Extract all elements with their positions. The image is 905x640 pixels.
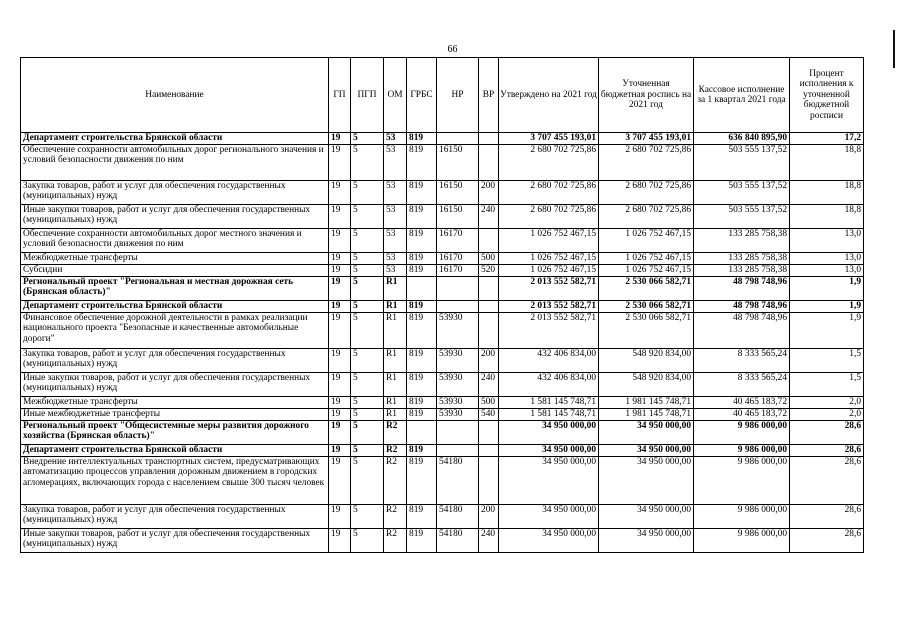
row-pgp-cell: 5 — [351, 253, 384, 265]
row-om-cell: R1 — [384, 373, 407, 397]
row-pgp-cell: 5 — [351, 181, 384, 205]
row-percent-cell: 18,8 — [790, 181, 864, 205]
table-body — [21, 133, 864, 553]
row-name-cell: Департамент строительства Брянской области — [21, 445, 329, 457]
row-approved-cell: 34 950 000,00 — [499, 505, 599, 529]
header-om: ОМ — [384, 58, 407, 133]
row-refined-cell: 2 530 066 582,71 — [599, 301, 694, 313]
row-nr-cell — [437, 301, 479, 313]
row-gp-cell: 19 — [329, 397, 351, 409]
row-gp-cell: 19 — [329, 373, 351, 397]
header-cash: Кассовое исполнение за 1 квартал 2021 года — [694, 58, 790, 133]
header-approved: Утверждено на 2021 год — [499, 58, 599, 133]
row-percent-cell: 18,8 — [790, 145, 864, 181]
row-nr-cell: 53930 — [437, 349, 479, 373]
row-gp-cell: 19 — [329, 301, 351, 313]
row-om-cell: 53 — [384, 253, 407, 265]
row-refined-cell: 34 950 000,00 — [599, 529, 694, 553]
header-percent: Процент исполнения к уточненной бюджетной росписи — [790, 58, 864, 133]
row-percent-cell: 13,0 — [790, 265, 864, 277]
row-approved-cell: 1 581 145 748,71 — [499, 397, 599, 409]
row-name-cell: Обеспечение сохранности автомобильных дорог регионального значения и условий безопасности движения по ним — [21, 145, 329, 181]
row-nr-cell: 16170 — [437, 229, 479, 253]
row-approved-cell: 34 950 000,00 — [499, 457, 599, 505]
row-pgp-cell: 5 — [351, 313, 384, 349]
row-name-cell: Закупка товаров, работ и услуг для обеспечения государственных (муниципальных) нужд — [21, 505, 329, 529]
row-vr-cell: 200 — [479, 505, 499, 529]
row-approved-cell: 1 581 145 748,71 — [499, 409, 599, 421]
table-row — [21, 229, 864, 253]
row-approved-cell: 2 013 552 582,71 — [499, 313, 599, 349]
row-cash-cell: 48 798 748,96 — [694, 301, 790, 313]
row-gp-cell: 19 — [329, 277, 351, 301]
row-nr-cell: 53930 — [437, 313, 479, 349]
row-gp-cell: 19 — [329, 205, 351, 229]
row-cash-cell: 503 555 137,52 — [694, 181, 790, 205]
row-grbs-cell — [407, 277, 437, 301]
row-gp-cell: 19 — [329, 529, 351, 553]
row-vr-cell — [479, 445, 499, 457]
row-name-cell: Межбюджетные трансферты — [21, 253, 329, 265]
row-percent-cell: 28,6 — [790, 457, 864, 505]
row-gp-cell: 19 — [329, 457, 351, 505]
table-row — [21, 265, 864, 277]
row-approved-cell: 34 950 000,00 — [499, 445, 599, 457]
row-refined-cell: 2 680 702 725,86 — [599, 145, 694, 181]
row-cash-cell: 48 798 748,96 — [694, 277, 790, 301]
row-approved-cell: 2 680 702 725,86 — [499, 145, 599, 181]
row-om-cell: R1 — [384, 397, 407, 409]
table-row — [21, 133, 864, 145]
row-om-cell: 53 — [384, 145, 407, 181]
row-refined-cell: 1 026 752 467,15 — [599, 229, 694, 253]
row-pgp-cell: 5 — [351, 409, 384, 421]
row-cash-cell: 9 986 000,00 — [694, 529, 790, 553]
row-cash-cell: 133 285 758,38 — [694, 265, 790, 277]
row-gp-cell: 19 — [329, 133, 351, 145]
row-pgp-cell: 5 — [351, 529, 384, 553]
row-percent-cell: 1,9 — [790, 277, 864, 301]
row-refined-cell: 548 920 834,00 — [599, 373, 694, 397]
row-cash-cell: 48 798 748,96 — [694, 313, 790, 349]
row-om-cell: 53 — [384, 181, 407, 205]
row-pgp-cell: 5 — [351, 265, 384, 277]
row-vr-cell: 540 — [479, 409, 499, 421]
row-name-cell: Субсидии — [21, 265, 329, 277]
table-row — [21, 313, 864, 349]
row-om-cell: R2 — [384, 529, 407, 553]
row-refined-cell: 2 530 066 582,71 — [599, 313, 694, 349]
page-number: 66 — [447, 44, 458, 55]
row-vr-cell — [479, 229, 499, 253]
page-edge-mark — [893, 30, 898, 68]
row-refined-cell: 1 026 752 467,15 — [599, 265, 694, 277]
row-percent-cell: 28,6 — [790, 529, 864, 553]
row-percent-cell: 28,6 — [790, 421, 864, 445]
row-refined-cell: 3 707 455 193,01 — [599, 133, 694, 145]
row-grbs-cell: 819 — [407, 313, 437, 349]
row-cash-cell: 636 840 895,90 — [694, 133, 790, 145]
row-approved-cell: 432 406 834,00 — [499, 373, 599, 397]
table-row — [21, 529, 864, 553]
header-vr: ВР — [479, 58, 499, 133]
row-percent-cell: 18,8 — [790, 205, 864, 229]
row-approved-cell: 2 013 552 582,71 — [499, 277, 599, 301]
row-cash-cell: 133 285 758,38 — [694, 229, 790, 253]
table-row — [21, 349, 864, 373]
row-pgp-cell: 5 — [351, 277, 384, 301]
row-approved-cell: 2 013 552 582,71 — [499, 301, 599, 313]
row-grbs-cell: 819 — [407, 349, 437, 373]
row-name-cell: Закупка товаров, работ и услуг для обеспечения государственных (муниципальных) нужд — [21, 349, 329, 373]
row-refined-cell: 34 950 000,00 — [599, 421, 694, 445]
row-gp-cell: 19 — [329, 421, 351, 445]
row-nr-cell: 53930 — [437, 409, 479, 421]
row-percent-cell: 1,5 — [790, 373, 864, 397]
row-pgp-cell: 5 — [351, 397, 384, 409]
row-nr-cell: 16150 — [437, 145, 479, 181]
row-cash-cell: 9 986 000,00 — [694, 445, 790, 457]
row-grbs-cell: 819 — [407, 133, 437, 145]
row-grbs-cell — [407, 421, 437, 445]
row-vr-cell — [479, 301, 499, 313]
table-row — [21, 397, 864, 409]
table-row — [21, 445, 864, 457]
row-refined-cell: 548 920 834,00 — [599, 349, 694, 373]
row-refined-cell: 2 680 702 725,86 — [599, 205, 694, 229]
row-pgp-cell: 5 — [351, 457, 384, 505]
row-gp-cell: 19 — [329, 445, 351, 457]
row-vr-cell: 520 — [479, 265, 499, 277]
row-approved-cell: 432 406 834,00 — [499, 349, 599, 373]
row-nr-cell: 53930 — [437, 397, 479, 409]
row-refined-cell: 34 950 000,00 — [599, 457, 694, 505]
table-row — [21, 205, 864, 229]
row-percent-cell: 17,2 — [790, 133, 864, 145]
header-nr: НР — [437, 58, 479, 133]
table-row — [21, 301, 864, 313]
row-pgp-cell: 5 — [351, 229, 384, 253]
row-cash-cell: 8 333 565,24 — [694, 349, 790, 373]
row-name-cell: Закупка товаров, работ и услуг для обеспечения государственных (муниципальных) нужд — [21, 181, 329, 205]
row-nr-cell — [437, 277, 479, 301]
table-row — [21, 181, 864, 205]
row-grbs-cell: 819 — [407, 397, 437, 409]
row-gp-cell: 19 — [329, 265, 351, 277]
row-refined-cell: 2 530 066 582,71 — [599, 277, 694, 301]
row-om-cell: R1 — [384, 277, 407, 301]
row-gp-cell: 19 — [329, 145, 351, 181]
row-vr-cell — [479, 133, 499, 145]
row-nr-cell — [437, 445, 479, 457]
row-gp-cell: 19 — [329, 409, 351, 421]
header-refined: Уточненная бюджетная роспись на 2021 год — [599, 58, 694, 133]
table-row — [21, 277, 864, 301]
row-gp-cell: 19 — [329, 313, 351, 349]
table-header-row — [21, 58, 864, 133]
row-name-cell: Департамент строительства Брянской области — [21, 133, 329, 145]
table-row — [21, 421, 864, 445]
row-pgp-cell: 5 — [351, 505, 384, 529]
row-grbs-cell: 819 — [407, 445, 437, 457]
row-vr-cell — [479, 277, 499, 301]
row-percent-cell: 13,0 — [790, 253, 864, 265]
row-vr-cell — [479, 145, 499, 181]
row-nr-cell: 54180 — [437, 529, 479, 553]
row-grbs-cell: 819 — [407, 205, 437, 229]
row-percent-cell: 1,9 — [790, 313, 864, 349]
row-name-cell: Иные межбюджетные трансферты — [21, 409, 329, 421]
row-nr-cell: 53930 — [437, 373, 479, 397]
budget-table — [20, 57, 864, 553]
header-pgp: ПГП — [351, 58, 384, 133]
row-nr-cell — [437, 133, 479, 145]
row-nr-cell: 54180 — [437, 505, 479, 529]
row-om-cell: 53 — [384, 133, 407, 145]
row-name-cell: Иные закупки товаров, работ и услуг для обеспечения государственных (муниципальных) нужд — [21, 205, 329, 229]
row-cash-cell: 9 986 000,00 — [694, 505, 790, 529]
row-percent-cell: 1,5 — [790, 349, 864, 373]
row-percent-cell: 1,9 — [790, 301, 864, 313]
row-om-cell: R2 — [384, 457, 407, 505]
row-name-cell: Обеспечение сохранности автомобильных дорог местного значения и условий безопасности движения по ним — [21, 229, 329, 253]
row-refined-cell: 1 981 145 748,71 — [599, 409, 694, 421]
row-vr-cell — [479, 457, 499, 505]
row-pgp-cell: 5 — [351, 205, 384, 229]
table-row — [21, 373, 864, 397]
row-cash-cell: 8 333 565,24 — [694, 373, 790, 397]
row-pgp-cell: 5 — [351, 421, 384, 445]
row-gp-cell: 19 — [329, 253, 351, 265]
row-grbs-cell: 819 — [407, 505, 437, 529]
row-grbs-cell: 819 — [407, 457, 437, 505]
row-cash-cell: 503 555 137,52 — [694, 205, 790, 229]
row-approved-cell: 2 680 702 725,86 — [499, 181, 599, 205]
row-nr-cell: 16170 — [437, 253, 479, 265]
row-vr-cell: 200 — [479, 349, 499, 373]
row-pgp-cell: 5 — [351, 445, 384, 457]
row-nr-cell: 54180 — [437, 457, 479, 505]
row-approved-cell: 1 026 752 467,15 — [499, 253, 599, 265]
row-cash-cell: 9 986 000,00 — [694, 457, 790, 505]
row-grbs-cell: 819 — [407, 265, 437, 277]
row-vr-cell: 500 — [479, 253, 499, 265]
row-nr-cell — [437, 421, 479, 445]
row-refined-cell: 2 680 702 725,86 — [599, 181, 694, 205]
row-nr-cell: 16150 — [437, 181, 479, 205]
row-vr-cell: 240 — [479, 205, 499, 229]
row-grbs-cell: 819 — [407, 301, 437, 313]
row-gp-cell: 19 — [329, 505, 351, 529]
row-vr-cell: 240 — [479, 529, 499, 553]
table-row — [21, 145, 864, 181]
row-grbs-cell: 819 — [407, 373, 437, 397]
row-refined-cell: 1 981 145 748,71 — [599, 397, 694, 409]
row-refined-cell: 34 950 000,00 — [599, 505, 694, 529]
table-row — [21, 457, 864, 505]
row-gp-cell: 19 — [329, 349, 351, 373]
table-row — [21, 253, 864, 265]
row-pgp-cell: 5 — [351, 373, 384, 397]
row-gp-cell: 19 — [329, 181, 351, 205]
row-approved-cell: 2 680 702 725,86 — [499, 205, 599, 229]
header-grbs: ГРБС — [407, 58, 437, 133]
row-om-cell: 53 — [384, 265, 407, 277]
row-percent-cell: 2,0 — [790, 409, 864, 421]
row-om-cell: R1 — [384, 313, 407, 349]
table-row — [21, 505, 864, 529]
row-cash-cell: 133 285 758,38 — [694, 253, 790, 265]
header-gp: ГП — [329, 58, 351, 133]
row-name-cell: Межбюджетные трансферты — [21, 397, 329, 409]
row-percent-cell: 28,6 — [790, 505, 864, 529]
row-approved-cell: 1 026 752 467,15 — [499, 229, 599, 253]
row-name-cell: Региональный проект "Общесистемные меры развития дорожного хозяйства (Брянская область)" — [21, 421, 329, 445]
row-pgp-cell: 5 — [351, 145, 384, 181]
row-grbs-cell: 819 — [407, 181, 437, 205]
row-cash-cell: 40 465 183,72 — [694, 409, 790, 421]
row-vr-cell — [479, 313, 499, 349]
row-vr-cell: 200 — [479, 181, 499, 205]
row-om-cell: R2 — [384, 445, 407, 457]
row-percent-cell: 13,0 — [790, 229, 864, 253]
row-grbs-cell: 819 — [407, 145, 437, 181]
row-vr-cell: 500 — [479, 397, 499, 409]
row-percent-cell: 28,6 — [790, 445, 864, 457]
row-om-cell: R1 — [384, 349, 407, 373]
table-row — [21, 409, 864, 421]
row-name-cell: Региональный проект "Региональная и местная дорожная сеть (Брянская область)" — [21, 277, 329, 301]
row-gp-cell: 19 — [329, 229, 351, 253]
row-name-cell: Иные закупки товаров, работ и услуг для обеспечения государственных (муниципальных) нужд — [21, 373, 329, 397]
row-om-cell: R1 — [384, 301, 407, 313]
row-refined-cell: 34 950 000,00 — [599, 445, 694, 457]
row-name-cell: Финансовое обеспечение дорожной деятельности в рамках реализации национального проекта "Безопасные и качественные автомобильные дороги" — [21, 313, 329, 349]
row-pgp-cell: 5 — [351, 349, 384, 373]
row-om-cell: R2 — [384, 505, 407, 529]
row-om-cell: 53 — [384, 205, 407, 229]
row-om-cell: R1 — [384, 409, 407, 421]
row-om-cell: R2 — [384, 421, 407, 445]
row-approved-cell: 1 026 752 467,15 — [499, 265, 599, 277]
row-name-cell: Департамент строительства Брянской области — [21, 301, 329, 313]
row-vr-cell — [479, 421, 499, 445]
row-grbs-cell: 819 — [407, 529, 437, 553]
row-nr-cell: 16150 — [437, 205, 479, 229]
header-name: Наименование — [21, 58, 329, 133]
row-name-cell: Иные закупки товаров, работ и услуг для обеспечения государственных (муниципальных) нужд — [21, 529, 329, 553]
row-pgp-cell: 5 — [351, 301, 384, 313]
row-approved-cell: 3 707 455 193,01 — [499, 133, 599, 145]
row-grbs-cell: 819 — [407, 229, 437, 253]
row-grbs-cell: 819 — [407, 409, 437, 421]
row-cash-cell: 9 986 000,00 — [694, 421, 790, 445]
row-approved-cell: 34 950 000,00 — [499, 421, 599, 445]
row-grbs-cell: 819 — [407, 253, 437, 265]
row-approved-cell: 34 950 000,00 — [499, 529, 599, 553]
row-cash-cell: 503 555 137,52 — [694, 145, 790, 181]
row-pgp-cell: 5 — [351, 133, 384, 145]
row-name-cell: Внедрение интеллектуальных транспортных систем, предусматривающих автоматизацию процессов управления дорожным движением в городских агломерациях, включающих города с населением свыше 300 тысяч человек — [21, 457, 329, 505]
row-nr-cell: 16170 — [437, 265, 479, 277]
row-om-cell: 53 — [384, 229, 407, 253]
row-percent-cell: 2,0 — [790, 397, 864, 409]
row-refined-cell: 1 026 752 467,15 — [599, 253, 694, 265]
row-cash-cell: 40 465 183,72 — [694, 397, 790, 409]
row-vr-cell: 240 — [479, 373, 499, 397]
